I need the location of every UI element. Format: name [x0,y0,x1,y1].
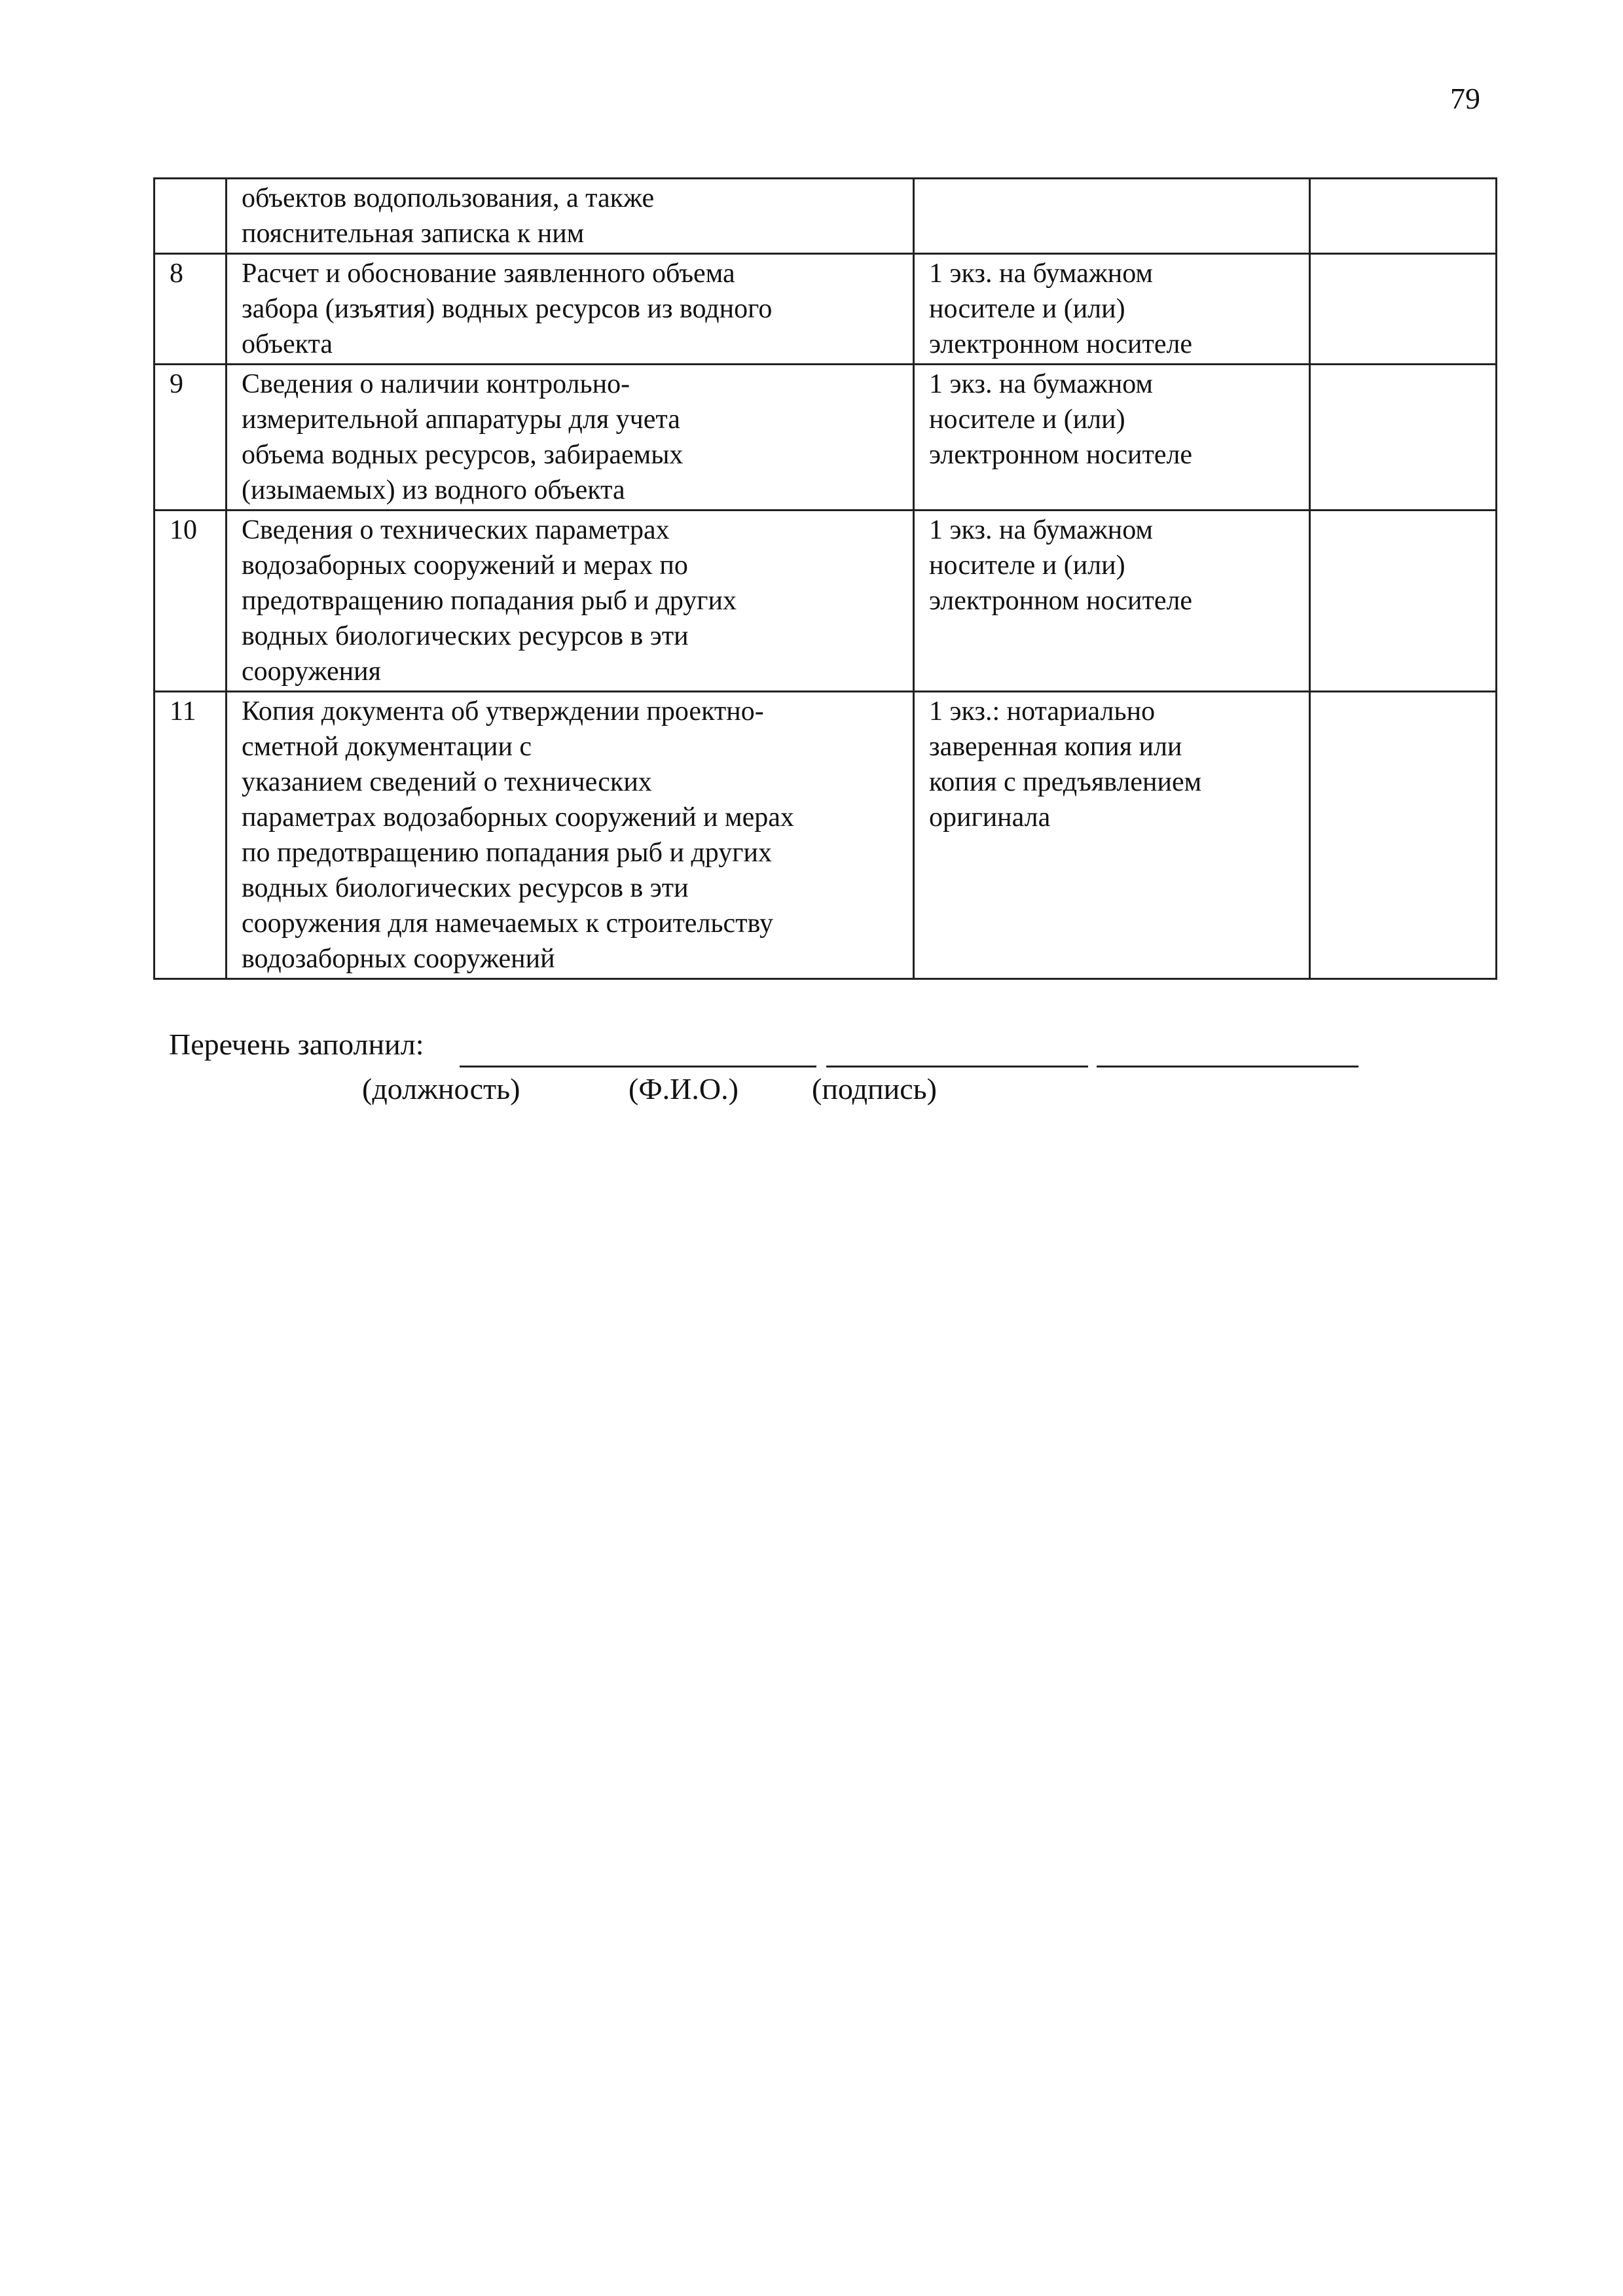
description-line: предотвращению попадания рыб и других [242,586,737,616]
table-row [155,254,1497,365]
description-line: пояснительная записка к ним [242,219,585,249]
notes-cell [1310,365,1497,511]
document-description [227,254,914,365]
form-line: электронном носителе [929,586,1193,616]
position-blank-line [460,1066,816,1067]
description-line: параметрах водозаборных сооружений и мерах [242,802,794,833]
row-number: 9 [155,365,227,511]
description-line: сметной документации с [242,732,532,762]
document-form [914,511,1310,692]
description-line: Сведения о технических параметрах [242,515,670,545]
description-line: Сведения о наличии контрольно- [242,369,630,399]
document-form [914,365,1310,511]
description-line: Расчет и обоснование заявленного объема [242,259,735,289]
signature-caption: (подпись) [812,1072,937,1105]
form-line: заверенная копия или [929,732,1182,762]
name-blank-line [826,1066,1088,1067]
description-line: указанием сведений о технических [242,767,652,797]
form-line: 1 экз. на бумажном [929,369,1154,399]
name-caption: (Ф.И.О.) [629,1072,739,1105]
description-line: сооружения для намечаемых к строительству [242,908,773,939]
description-line: по предотвращению попадания рыб и других [242,838,772,868]
row-number: 10 [155,511,227,692]
table-row [155,692,1497,979]
row-number: 8 [155,254,227,365]
form-line: 1 экз. на бумажном [929,259,1154,289]
notes-cell [1310,254,1497,365]
form-line: электронном носителе [929,329,1193,359]
document-description [227,365,914,511]
notes-cell [1310,511,1497,692]
table-row [155,365,1497,511]
notes-cell [1310,692,1497,979]
description-line: объема водных ресурсов, забираемых [242,440,684,470]
form-line: 1 экз. на бумажном [929,515,1154,545]
signature-blank-line [1097,1066,1359,1067]
description-line: сооружения [242,656,381,687]
description-line: водных биологических ресурсов в эти [242,621,689,651]
description-line: водозаборных сооружений [242,944,555,974]
filled-by-label: Перечень заполнил: [169,1028,424,1061]
description-line: объектов водопользования, а также [242,183,655,213]
form-line: носителе и (или) [929,294,1125,324]
description-line: водозаборных сооружений и мерах по [242,550,688,581]
form-line: 1 экз.: нотариально [929,696,1156,726]
form-line: оригинала [929,802,1051,833]
document-description [227,179,914,254]
document-form [914,179,1310,254]
description-line: объекта [242,329,333,359]
document-description [227,692,914,979]
description-line: Копия документа об утверждении проектно- [242,696,764,726]
form-line: электронном носителе [929,440,1193,470]
document-form [914,692,1310,979]
description-line: забора (изъятия) водных ресурсов из водного [242,294,773,324]
form-line: носителе и (или) [929,550,1125,581]
form-line: копия с предъявлением [929,767,1202,797]
row-number [155,179,227,254]
description-line: измерительной аппаратуры для учета [242,404,680,435]
document-form [914,254,1310,365]
description-line: водных биологических ресурсов в эти [242,873,689,903]
document-description [227,511,914,692]
form-line: носителе и (или) [929,404,1125,435]
documents-table [153,177,1497,980]
notes-cell [1310,179,1497,254]
description-line: (изымаемых) из водного объекта [242,475,625,505]
position-caption: (должность) [362,1072,520,1105]
table-row [155,179,1497,254]
row-number: 11 [155,692,227,979]
table-row [155,511,1497,692]
page-number: 79 [1450,82,1480,115]
